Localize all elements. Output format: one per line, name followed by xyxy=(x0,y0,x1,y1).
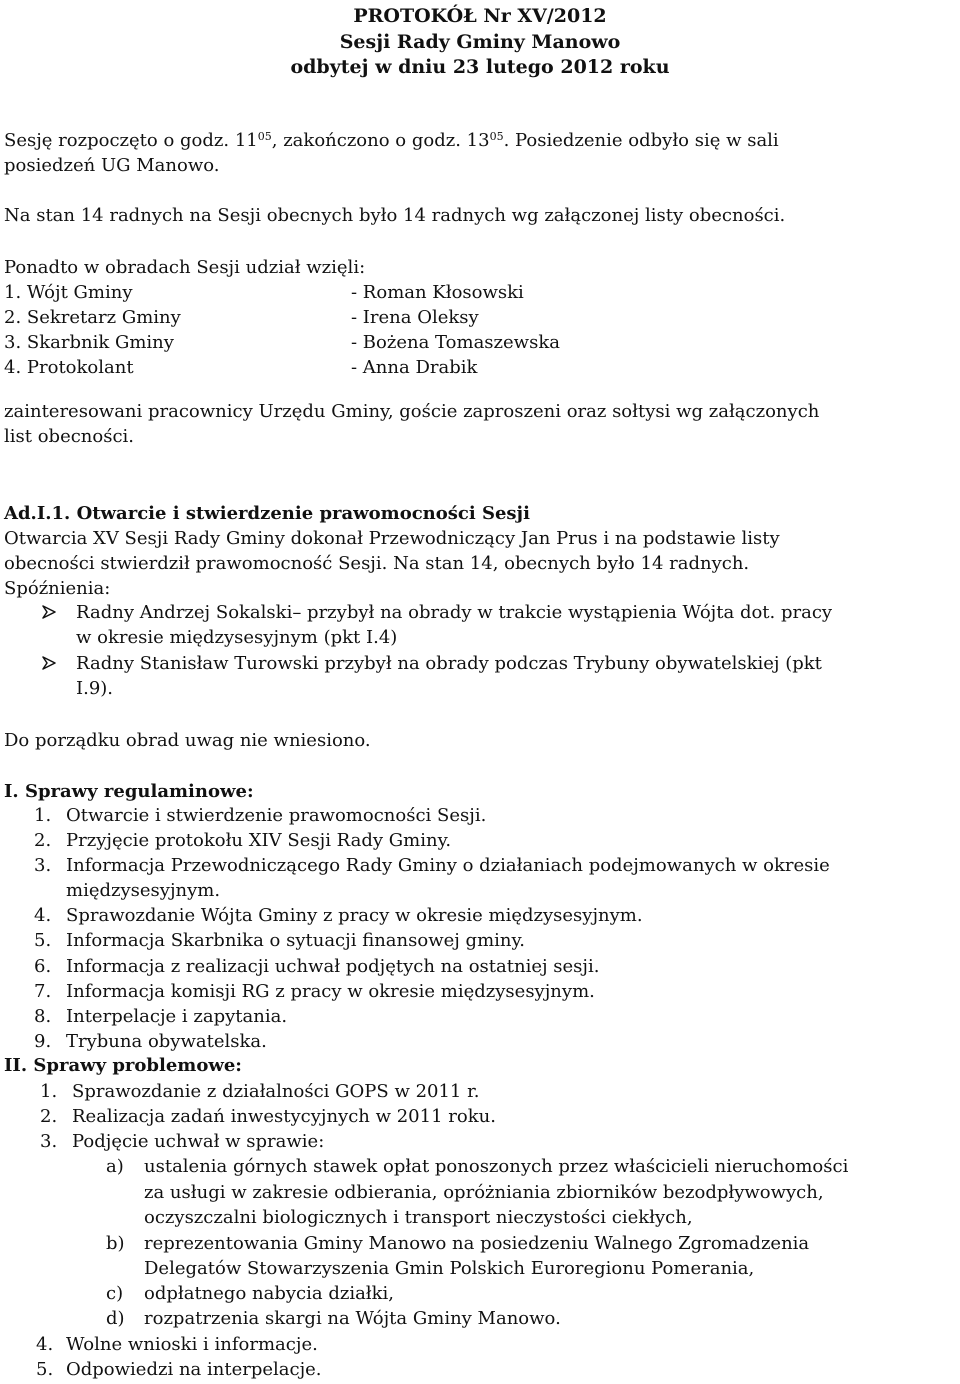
participants-header: Ponadto w obradach Sesji udział wzięli: xyxy=(4,257,366,278)
agenda-item-text: Podjęcie uchwał w sprawie: xyxy=(72,1131,325,1152)
participant-name: - Anna Drabik xyxy=(351,357,478,378)
title-line-3: odbytej w dniu 23 lutego 2012 roku xyxy=(290,56,670,78)
agenda-item-number: 9. xyxy=(34,1031,52,1052)
agenda-item-number: 3. xyxy=(40,1131,58,1152)
agenda-item-text-continued: międzysesyjnym. xyxy=(66,880,221,901)
sub-item-text-continued: Delegatów Stowarzyszenia Gmin Polskich Euroregionu Pomerania, xyxy=(144,1258,755,1279)
late-arrival-2-line1: Radny Stanisław Turowski przybył na obrady podczas Trybuny obywatelskiej (pkt xyxy=(76,653,822,674)
document-title xyxy=(0,4,960,81)
late-arrival-1-line2: w okresie międzysesyjnym (pkt I.4) xyxy=(76,627,398,648)
opening-text-line2: obecności stwierdził prawomocność Sesji. Na stan 14, obecnych było 14 radnych. xyxy=(4,553,750,574)
participant-role: 3. Skarbnik Gminy xyxy=(4,332,174,353)
agenda-item-number: 1. xyxy=(40,1081,58,1102)
interested-parties-line2: list obecności. xyxy=(4,426,135,447)
sub-item-text: reprezentowania Gminy Manowo na posiedzeniu Walnego Zgromadzenia xyxy=(144,1233,810,1254)
agenda-item-number: 8. xyxy=(34,1006,52,1027)
sub-item-letter: b) xyxy=(106,1233,125,1254)
agenda-item-text: Otwarcie i stwierdzenie prawomocności Sesji. xyxy=(66,805,487,826)
agenda-item-text: Sprawozdanie z działalności GOPS w 2011 r. xyxy=(72,1081,480,1102)
sub-item-text-continued: za usługi w zakresie odbierania, opróżniania zbiorników bezodpływowych, xyxy=(144,1182,824,1203)
late-arrival-1-line1: Radny Andrzej Sokalski– przybył na obrady w trakcie wystąpienia Wójta dot. pracy xyxy=(76,602,833,623)
agenda-item-number: 5. xyxy=(36,1359,54,1380)
session-times: Sesję rozpoczęto o godz. $11^{05}$, zakończono o godz. $13^{05}$. Posiedzenie odbyło się w sali xyxy=(4,130,779,151)
agenda-item-number: 4. xyxy=(34,905,52,926)
interested-parties-line1: zainteresowani pracownicy Urzędu Gminy, goście zaproszeni oraz sołtysi wg załączonych xyxy=(4,401,820,422)
participant-name: - Bożena Tomaszewska xyxy=(351,332,560,353)
agenda-item-text: Odpowiedzi na interpelacje. xyxy=(66,1359,322,1380)
arrow-bullet-icon xyxy=(42,605,56,619)
agenda-item-text: Informacja z realizacji uchwał podjętych na ostatniej sesji. xyxy=(66,956,600,977)
title-line-1: PROTOKÓŁ Nr XV/2012 xyxy=(353,5,607,27)
agenda-item-number: 7. xyxy=(34,981,52,1002)
sub-item-text: odpłatnego nabycia działki, xyxy=(144,1283,395,1304)
agenda-item-text: Trybuna obywatelska. xyxy=(66,1031,267,1052)
late-arrivals-label: Spóźnienia: xyxy=(4,578,111,599)
agenda-item-text: Realizacja zadań inwestycyjnych w 2011 roku. xyxy=(72,1106,496,1127)
sub-item-text-continued: oczyszczalni biologicznych i transport nieczystości ciekłych, xyxy=(144,1207,693,1228)
participant-role: 1. Wójt Gminy xyxy=(4,282,133,303)
arrow-bullet-icon xyxy=(42,656,56,670)
agenda-item-number: 5. xyxy=(34,930,52,951)
participant-name: - Roman Kłosowski xyxy=(351,282,524,303)
participant-name: - Irena Oleksy xyxy=(351,307,479,328)
participant-role: 4. Protokolant xyxy=(4,357,134,378)
sub-item-text: rozpatrzenia skargi na Wójta Gminy Manowo. xyxy=(144,1308,561,1329)
title-line-2: Sesji Rady Gminy Manowo xyxy=(339,30,621,53)
agenda-item-text: Przyjęcie protokołu XIV Sesji Rady Gminy. xyxy=(66,830,452,851)
agenda-section-1-title: I. Sprawy regulaminowe: xyxy=(4,781,254,802)
sub-item-letter: d) xyxy=(106,1308,125,1329)
agenda-item-text: Wolne wnioski i informacje. xyxy=(66,1334,318,1355)
section-heading-ad-i-1: Ad.I.1. Otwarcie i stwierdzenie prawomocności Sesji xyxy=(4,503,530,524)
participant-role: 2. Sekretarz Gminy xyxy=(4,307,181,328)
no-remarks-statement: Do porządku obrad uwag nie wniesiono. xyxy=(4,730,371,751)
agenda-item-number: 2. xyxy=(34,830,52,851)
agenda-section-2-title: II. Sprawy problemowe: xyxy=(4,1055,242,1076)
agenda-item-number: 3. xyxy=(34,855,52,876)
agenda-item-number: 4. xyxy=(36,1334,54,1355)
sub-item-letter: a) xyxy=(106,1156,124,1177)
attendance-statement: Na stan 14 radnych na Sesji obecnych było 14 radnych wg załączonej listy obecności. xyxy=(4,205,786,226)
agenda-item-number: 6. xyxy=(34,956,52,977)
opening-text-line1: Otwarcia XV Sesji Rady Gminy dokonał Przewodniczący Jan Prus i na podstawie listy xyxy=(4,528,780,549)
session-place: posiedzeń UG Manowo. xyxy=(4,155,220,176)
agenda-item-text: Informacja Przewodniczącego Rady Gminy o działaniach podejmowanych w okresie xyxy=(66,855,830,876)
agenda-item-text: Informacja Skarbnika o sytuacji finansowej gminy. xyxy=(66,930,525,951)
sub-item-text: ustalenia górnych stawek opłat ponoszonych przez właścicieli nieruchomości xyxy=(144,1156,849,1177)
agenda-item-number: 2. xyxy=(40,1106,58,1127)
agenda-item-text: Sprawozdanie Wójta Gminy z pracy w okresie międzysesyjnym. xyxy=(66,905,643,926)
agenda-item-text: Interpelacje i zapytania. xyxy=(66,1006,288,1027)
agenda-item-text: Informacja komisji RG z pracy w okresie międzysesyjnym. xyxy=(66,981,595,1002)
late-arrival-2-line2: I.9). xyxy=(76,678,114,699)
agenda-item-number: 1. xyxy=(34,805,52,826)
sub-item-letter: c) xyxy=(106,1283,124,1304)
